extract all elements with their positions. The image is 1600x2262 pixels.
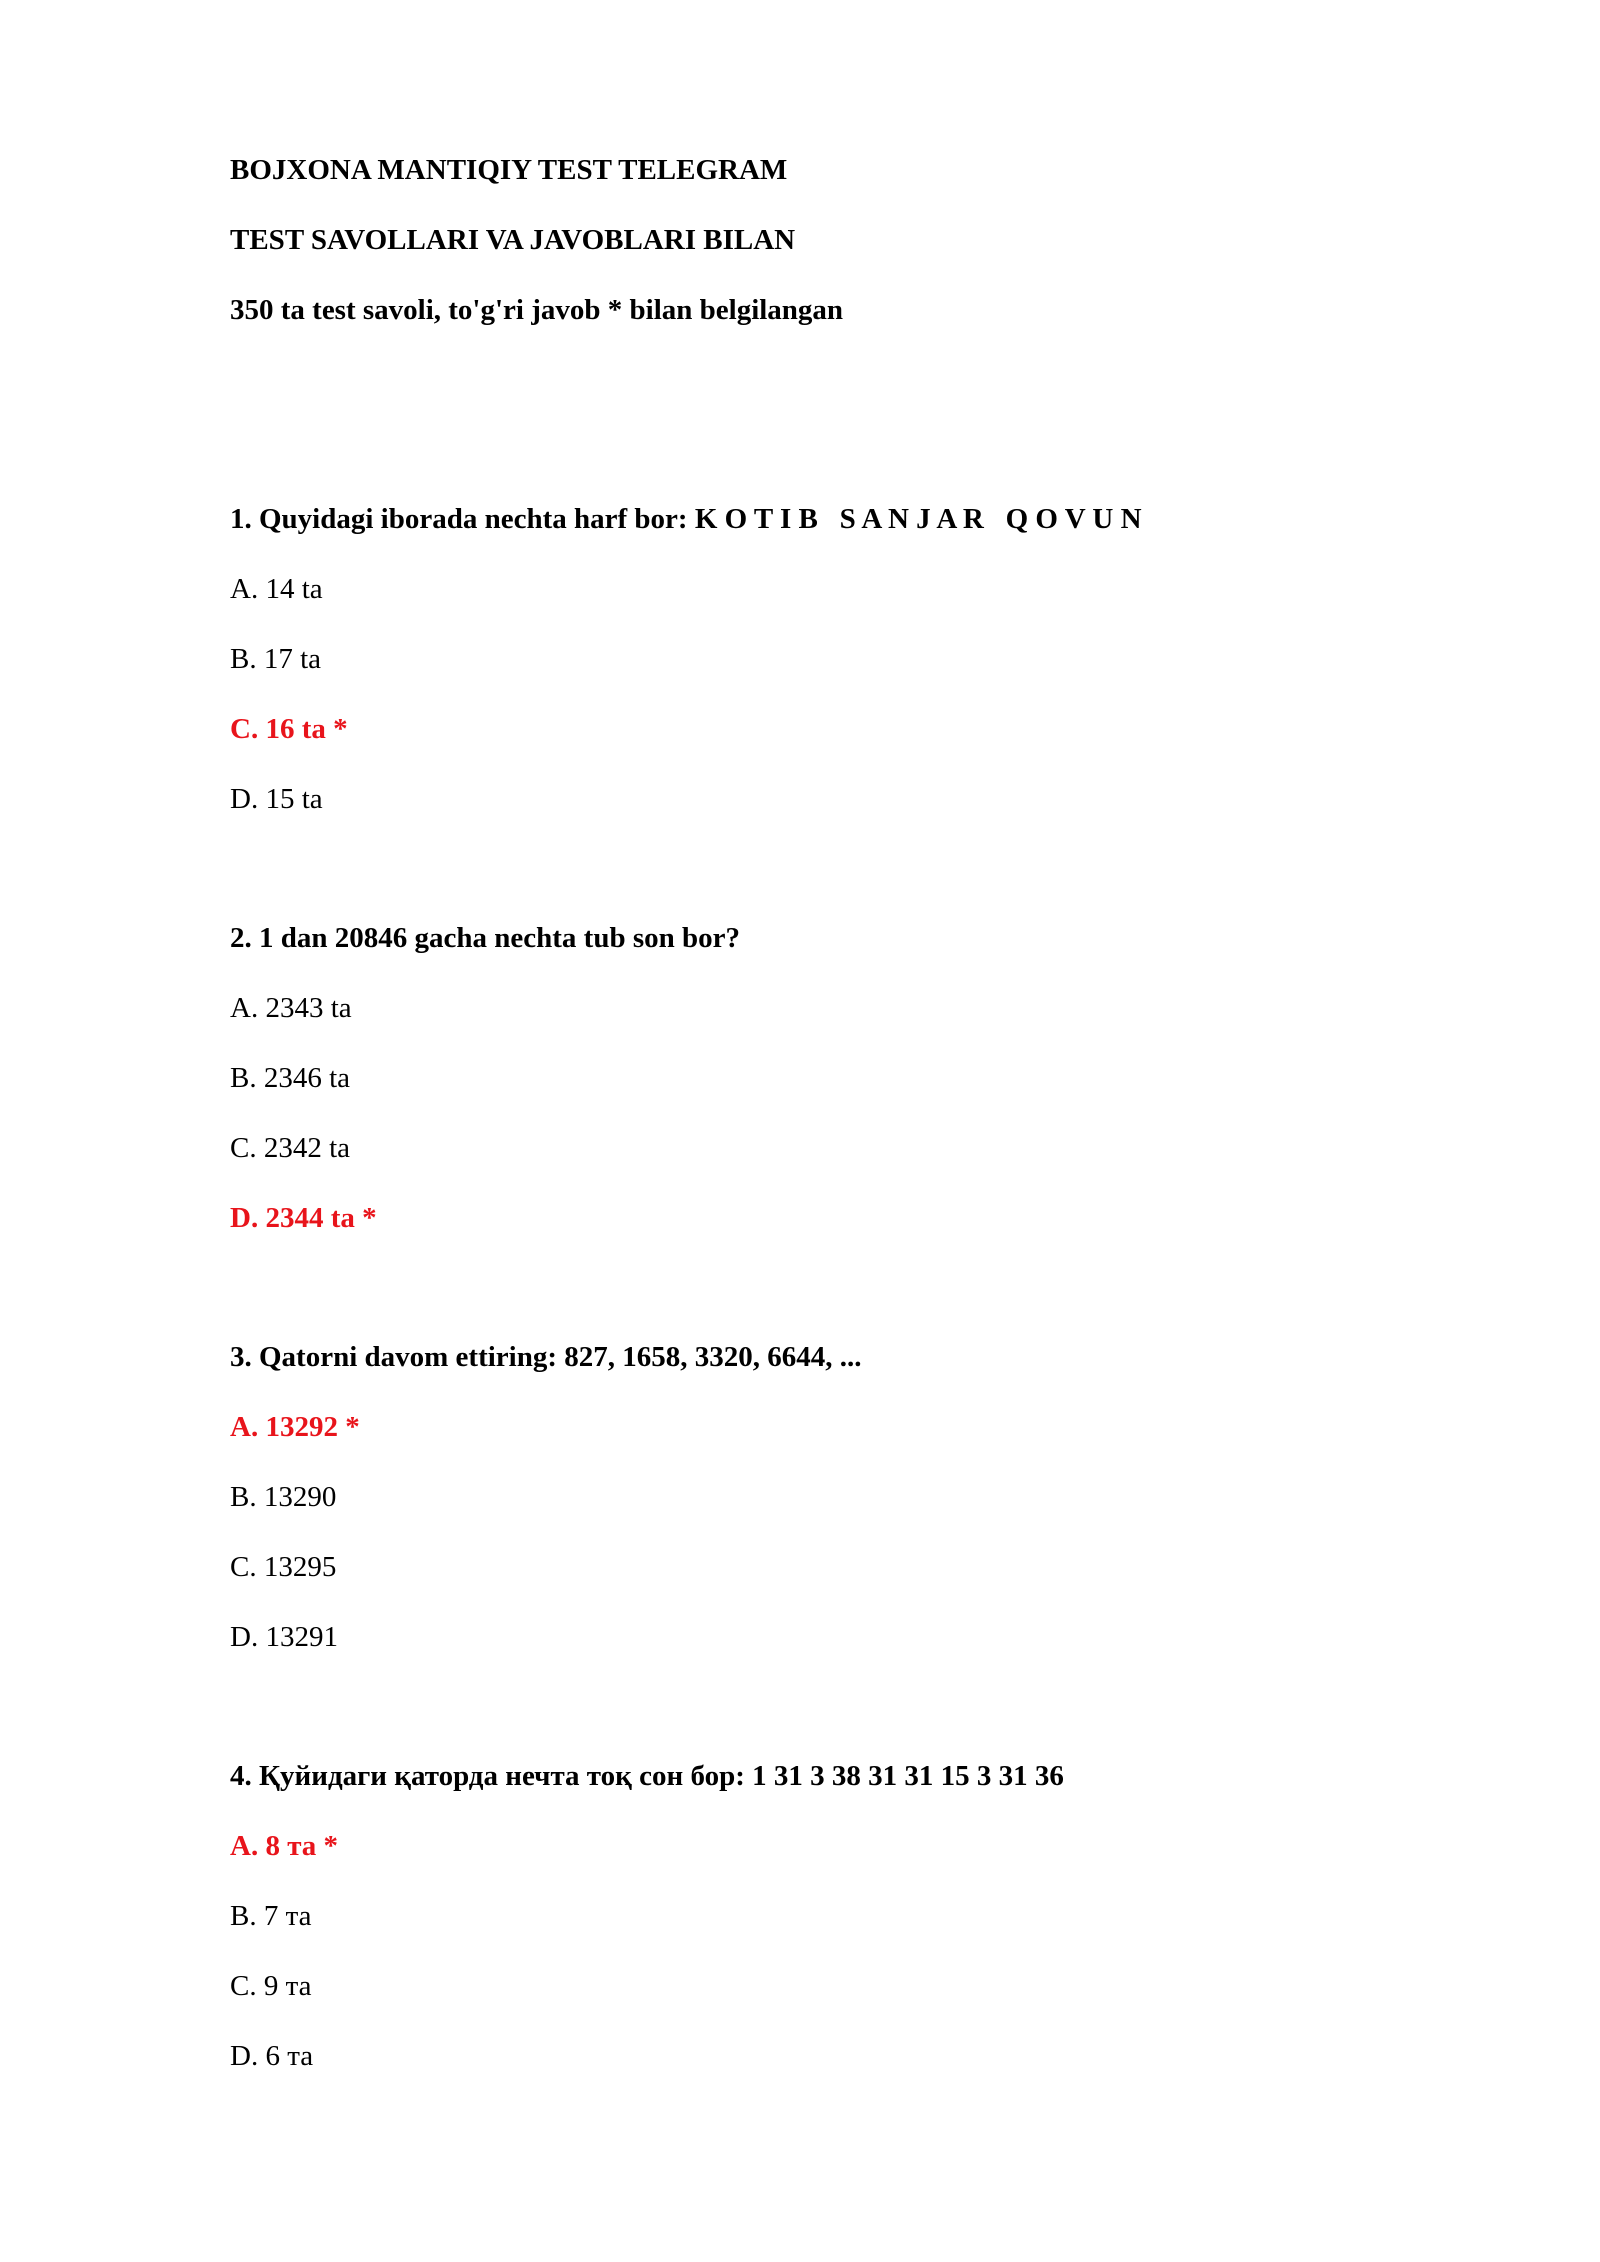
option-1a: A. 14 ta xyxy=(230,573,323,605)
option-4c: C. 9 та xyxy=(230,1970,312,2002)
option-4d: D. 6 та xyxy=(230,2040,314,2072)
question-2: 2. 1 dan 20846 gacha nechta tub son bor? xyxy=(230,922,740,954)
option-3a-correct: A. 13292 * xyxy=(230,1411,360,1443)
doc-subtitle: TEST SAVOLLARI VA JAVOBLARI BILAN xyxy=(230,224,796,256)
option-1b: B. 17 ta xyxy=(230,643,322,675)
question-4: 4. Қуйидаги қаторда нечта тоқ сон бор: 1 31 3 38 31 31 15 3 31 36 xyxy=(230,1760,1064,1792)
question-3: 3. Qatorni davom ettiring: 827, 1658, 3320, 6644, ... xyxy=(230,1341,862,1373)
option-3d: D. 13291 xyxy=(230,1621,338,1653)
option-2a: A. 2343 ta xyxy=(230,992,352,1024)
question-1: 1. Quyidagi iborada nechta harf bor: K O T I B S A N J A R Q O V U N xyxy=(230,503,1142,535)
option-1c-correct: C. 16 ta * xyxy=(230,713,348,745)
doc-note: 350 ta test savoli, to'g'ri javob * bilan belgilangan xyxy=(230,294,844,326)
option-2d-correct: D. 2344 ta * xyxy=(230,1202,377,1234)
doc-title: BOJXONA MANTIQIY TEST TELEGRAM xyxy=(230,154,788,186)
option-2c: C. 2342 ta xyxy=(230,1132,351,1164)
option-2b: B. 2346 ta xyxy=(230,1062,351,1094)
option-4b: B. 7 та xyxy=(230,1900,312,1932)
option-3c: C. 13295 xyxy=(230,1551,337,1583)
option-1d: D. 15 ta xyxy=(230,783,323,815)
option-4a-correct: A. 8 та * xyxy=(230,1830,339,1862)
option-3b: B. 13290 xyxy=(230,1481,337,1513)
